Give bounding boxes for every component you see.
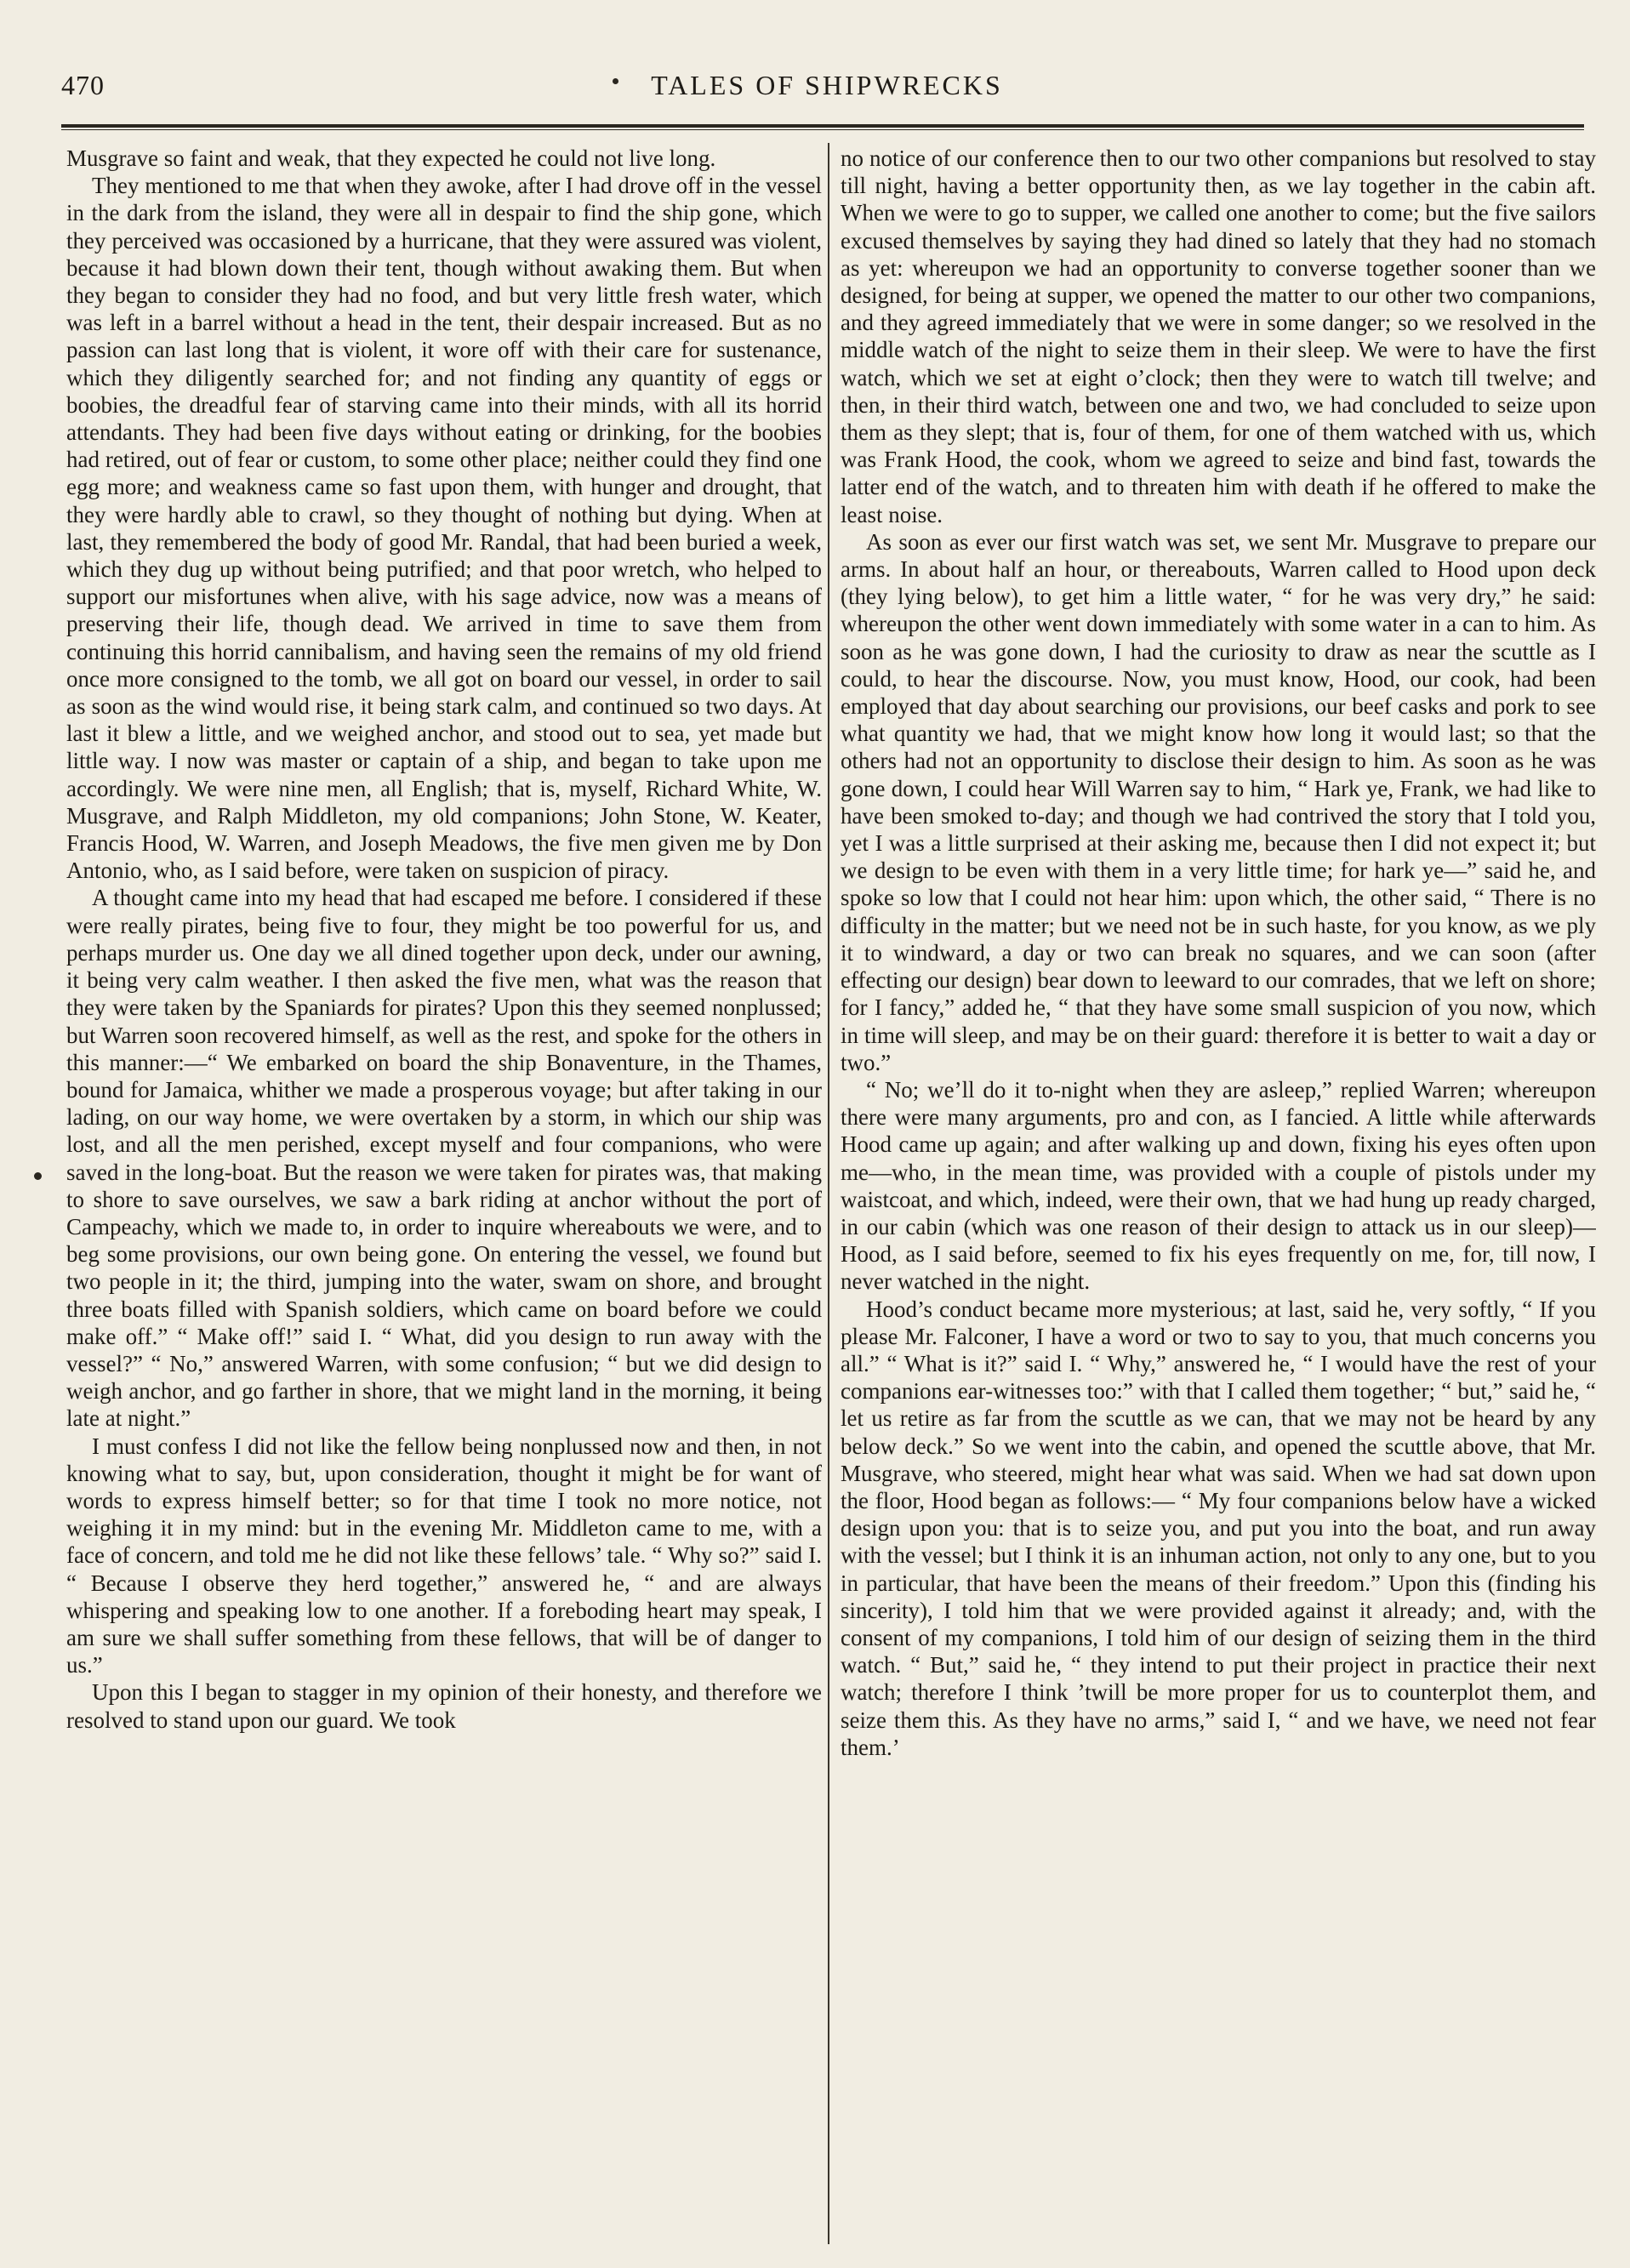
paragraph: no notice of our conference then to our two other companions but resolved to stay till night, having a better opportunity then, as we lay together in the cabin aft. When we were to go to supper, we called one another to come; but the five sailors excused themselves by saying they had dined so lately that they had no stomach as yet: whereupon we had an opportunity to converse together sooner than we designed, for being at supper, we opened the matter to our other two companions, and they agreed immediately that we were in some danger; so we resolved in the middle watch of the night to seize them in their sleep. We were to have the first watch, which we set at eight o’clock; then they were to watch till twelve; and then, in their third watch, between one and two, we had concluded to seize upon them as they slept; that is, four of them, for one of them watched with us, which was Frank Hood, the cook, whom we agreed to seize and bind fast, towards the latter end of the watch, and to threaten him with death if he offered to make the least noise. bbox=[841, 145, 1596, 527]
paragraph: They mentioned to me that when they awoke, after I had drove off in the vessel in the dark from the island, they were all in despair to find the ship gone, which they perceived was occasioned by a hurricane, that they were assured was violent, because it had blown down their tent, though without awaking them. But when they began to consider they had no food, and but very little fresh water, which was left in a barrel without a head in the tent, their despair increased. But as no passion can last long that is violent, it wore off with their care for sustenance, which they diligently searched for; and not finding any quantity of eggs or boobies, the dreadful fear of starving came into their minds, with all its horrid attendants. They had been five days without eating or drinking, for the boobies had retired, out of fear or custom, to some other place; neither could they find one egg more; and weakness came so fast upon them, with hunger and drought, that they were hardly able to crawl, so they thought of nothing but dying. When at last, they remembered the body of good Mr. Randal, that had been buried a week, which they dug up without being putrified; and that poor wretch, who helped to support our misfortunes when alive, with his sage advice, now was a means of preserving their life, though dead. We arrived in time to save them from continuing this horrid cannibalism, and having seen the remains of my old friend once more consigned to the tomb, we all got on board our vessel, in order to sail as soon as the wind would rise, it being stark calm, and continued so two days. At last it blew a little, and we weighed anchor, and stood out to sea, yet made but little way. I now was master or captain of a ship, and began to take upon me accordingly. We were nine men, all English; that is, myself, Richard White, W. Musgrave, and Ralph Middleton, my old companions; John Stone, W. Keater, Francis Hood, W. Warren, and Joseph Meadows, the five men given me by Don Antonio, who, as I said before, were taken on suspicion of piracy. bbox=[66, 173, 822, 884]
page-header bbox=[61, 66, 1593, 112]
header-rule-thick bbox=[61, 124, 1584, 128]
left-column bbox=[66, 145, 822, 2246]
header-rule-thin bbox=[61, 129, 1584, 130]
margin-mark bbox=[34, 1172, 42, 1180]
paragraph: As soon as ever our first watch was set, we sent Mr. Musgrave to prepare our arms. In about half an hour, or thereabouts, Warren called to Hood upon deck (they lying below), to get him a little water, “ for he was very dry,” he said: whereupon the other went down immediately with some water in a can to him. As soon as he was gone down, I had the curiosity to draw as near the scuttle as I could, to hear the discourse. Now, you must know, Hood, our cook, had been employed that day about searching our provisions, our beef casks and pork to see what quantity we had, that we might know how long it would last; so that the others had not an opportunity to disclose their design to him. As soon as he was gone down, I could hear Will Warren say to him, “ Hark ye, Frank, we had like to have been smoked to-day; and though we had contrived the story that I told you, yet I was a little surprised at their asking me, because then I did not expect it; but we design to be even with them in a very little time; for hark ye—” said he, and spoke so low that I could not hear him: upon which, the other said, “ There is no difficulty in the matter; but we need not be in such haste, for you know, as we ply it to windward, a day or two can break no squares, and we can soon (after effecting our design) bear down to leeward to our comrades, that we left on shore; for I fancy,” added he, “ that they have some small suspicion of you now, which in time will sleep, and may be on their guard: therefore it is better to wait a day or two.” bbox=[841, 528, 1596, 1075]
paragraph: Upon this I began to stagger in my opinion of their honesty, and therefore we resolved to stand upon our guard. We took bbox=[66, 1679, 822, 1733]
paragraph: “ No; we’ll do it to-night when they are asleep,” replied Warren; whereupon there were many arguments, pro and con, as I fancied. A little while afterwards Hood came up again; and after walking up and down, fixing his eyes often upon me—who, in the mean time, was provided with a couple of pistols under my waistcoat, and which, indeed, were their own, that we had hung up ready charged, in our cabin (which was one reason of their design to attack us in our sleep)—Hood, as I said before, seemed to fix his eyes frequently on me, for, till now, I never watched in the night. bbox=[841, 1076, 1596, 1295]
page-number: 470 bbox=[61, 70, 105, 100]
paragraph: A thought came into my head that had escaped me before. I considered if these were really pirates, being five to four, they might be too powerful for us, and perhaps murder us. One day we all dined together upon deck, under our awning, it being very calm weather. I then asked the five men, what was the reason that they were taken by the Spaniards for pirates? Upon this they seemed nonplussed; but Warren soon recovered himself, as well as the rest, and spoke for the others in this manner:—“ We embarked on board the ship Bonaventure, in the Thames, bound for Jamaica, whither we made a prosperous voyage; but after taking in our lading, on our way home, we were overtaken by a storm, in which our ship was lost, and all the men perished, except myself and four companions, who were saved in the long-boat. But the reason we were taken for pirates was, that making to shore to save ourselves, we saw a bark riding at anchor without the port of Campeachy, which we made to, in order to inquire whereabouts we were, and to beg some provisions, our own being gone. On entering the vessel, we found but two people in it; the third, jumping into the water, swam on shore, and brought three boats filled with Spanish soldiers, which came on board before we could make off.” “ Make off!” said I. “ What, did you design to run away with the vessel?” “ No,” answered Warren, with some confusion; “ but we did design to weigh anchor, and go farther in shore, that we might land in the morning, it being late at night.” bbox=[66, 885, 822, 1432]
paragraph: I must confess I did not like the fellow being nonplussed now and then, in not knowing what to say, but, upon consideration, thought it might be for want of words to express himself better; so for that time I took no more notice, not weighing it in my mind: but in the evening Mr. Middleton came to me, with a face of concern, and told me he did not like these fellows’ tale. “ Why so?” said I. “ Because I observe they herd together,” answered he, “ and are always whispering and speaking low to one another. If a foreboding heart may speak, I am sure we shall suffer something from these fellows, that will be of danger to us.” bbox=[66, 1433, 822, 1678]
paragraph: Hood’s conduct became more mysterious; at last, said he, very softly, “ If you please Mr. Falconer, I have a word or two to say to you, that much concerns you all.” “ What is it?” said I. “ Why,” answered he, “ I would have the rest of your companions ear-witnesses too:” with that I called them together; “ but,” said he, “ let us retire as far from the scuttle as we can, that we may not be heard by any below deck.” So we went into the cabin, and opened the scuttle above, that Mr. Musgrave, who steered, might hear what was said. When we had sat down upon the floor, Hood began as follows:— “ My four companions below have a wicked design upon you: that is to seize you, and put you into the boat, and run away with the vessel; but I think it is an inhuman action, not only to any one, but to you in particular, that have been the means of their freedom.” Upon this (finding his sincerity), I told him that we were provided against it already; and, with the consent of my companions, I told him of our design of seizing them in the third watch. “ But,” said he, “ they intend to put their project in practice their next watch; therefore I think ’twill be more proper for us to counterplot them, and seize them this. As they have no arms,” said I, “ and we have, we need not fear them.’ bbox=[841, 1296, 1596, 1760]
right-column bbox=[841, 145, 1596, 2246]
running-title: TALES OF SHIPWRECKS bbox=[651, 70, 1003, 100]
paragraph: Musgrave so faint and weak, that they expected he could not live long. bbox=[66, 145, 716, 171]
column-divider bbox=[828, 143, 829, 2244]
